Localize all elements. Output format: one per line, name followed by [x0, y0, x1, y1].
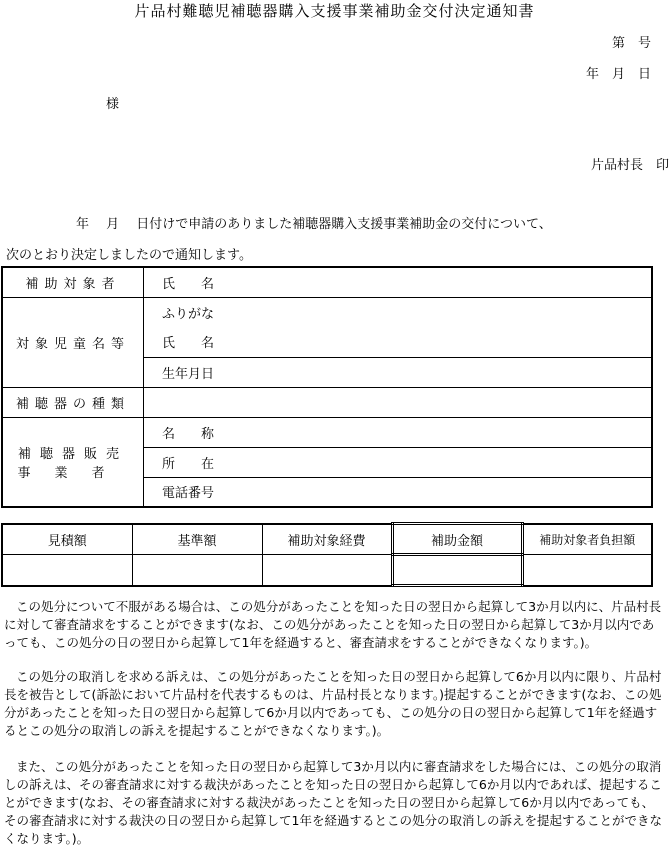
intro-line-2: 次のとおり決定しましたので通知します。 — [6, 248, 252, 263]
seller-label-line-2: 事業者 — [17, 465, 129, 481]
header-recipient-burden: 補助対象者負担額 — [522, 524, 652, 555]
child-label: 対象児童名等 — [2, 297, 144, 387]
intro-line-1: 年 月 日付けで申請のありました補聴器購入支援事業補助金の交付について、 — [76, 217, 552, 232]
child-name-field: 氏 名 — [144, 327, 653, 357]
amount-table — [1, 522, 653, 587]
child-furigana-field: ふりがな — [144, 297, 653, 327]
recipient-label: 補助対象者 — [2, 267, 144, 297]
value-recipient-burden — [522, 555, 652, 586]
value-subsidy-amount — [392, 555, 522, 586]
document-title: 片品村難聴児補聴器購入支援事業補助金交付決定通知書 — [134, 2, 535, 20]
value-eligible-expense — [262, 555, 392, 586]
header-estimate: 見積額 — [2, 524, 132, 555]
child-birthdate-field: 生年月日 — [144, 357, 653, 387]
document-number: 第 号 — [611, 36, 651, 51]
seller-label — [2, 417, 144, 507]
header-subsidy-amount: 補助金額 — [392, 524, 522, 555]
seller-label-line-1: 補聴器販売 — [17, 446, 128, 462]
addressee: 様 — [106, 97, 120, 112]
issuer-seal: 片品村長 印 — [590, 158, 669, 173]
device-type-field — [144, 387, 653, 417]
note-after-appeal: また、この処分があったことを知った日の翌日から起算して3か月以内に審査請求をした場合には、この処分の取消しの訴えは、その審査請求に対する裁決があったことを知った日の翌日から起算して6か月以内であれば、提起することができます(なお、その審査請求に対する裁決があったことを知った日の翌日から起算して6か月以内であっても、その審査請求に対する裁決の日の翌日から起算して1年を経過するとこの処分の取消しの訴えを提起することができなくなります。)。 — [4, 759, 662, 846]
seller-address-field: 所 在 — [144, 447, 653, 477]
document-date: 年 月 日 — [585, 67, 651, 82]
device-type-label: 補聴器の種類 — [2, 387, 144, 417]
header-eligible-expense: 補助対象経費 — [262, 524, 392, 555]
seller-name-field: 名 称 — [144, 417, 653, 447]
note-appeal: この処分について不服がある場合は、この処分があったことを知った日の翌日から起算して3か月以内に、片品村長に対して審査請求をすることができます(なお、この処分があったことを知った日の翌日から起算して3か月以内であっても、この処分の日の翌日から起算して1年を経過すると、審査請求をすることができなくなります。)。 — [4, 599, 662, 650]
seller-phone-field: 電話番号 — [144, 477, 653, 507]
value-standard-amount — [132, 555, 262, 586]
recipient-info-table — [1, 266, 653, 508]
value-estimate — [2, 555, 132, 586]
header-standard-amount: 基準額 — [132, 524, 262, 555]
recipient-name-field: 氏 名 — [144, 267, 653, 297]
note-lawsuit: この処分の取消しを求める訴えは、この処分があったことを知った日の翌日から起算して6か月以内に限り、片品村長を被告として(訴訟において片品村を代表するものは、片品村長となります。)提起することができます(なお、この処分があったことを知った日の翌日から起算して6か月以内であっても、この処分の日の翌日から起算して1年を経過するとこの処分の取消しの訴えを提起することができなくなります。)。 — [4, 669, 662, 738]
